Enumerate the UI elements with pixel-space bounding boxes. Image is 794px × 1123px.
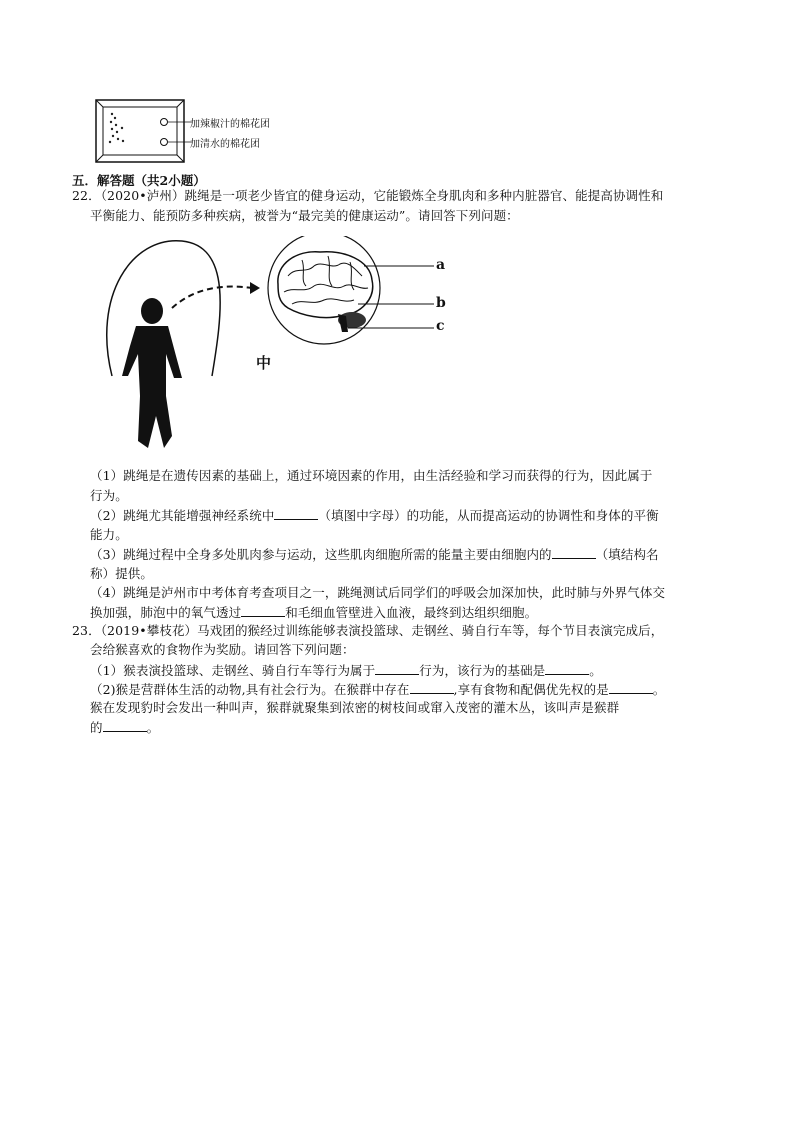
- q23-part1: [90, 662, 602, 679]
- answer-blank[interactable]: [609, 681, 653, 694]
- jump-rope-brain-drawing: [92, 236, 472, 468]
- brain-label-b: b: [436, 295, 446, 311]
- q22-part2-text-b: （填图中字母）的功能，从而提高运动的协调性和身体的平衡: [318, 508, 659, 523]
- answer-blank[interactable]: [241, 604, 285, 617]
- section-title: 五．解答题（共2小题）: [72, 173, 206, 188]
- q22-part3-line1: [90, 546, 659, 563]
- q22-part3-line2: 称）提供。: [90, 566, 154, 581]
- q22-part3-text-a: （3）跳绳过程中全身多处肌肉参与运动，这些肌肉细胞所需的能量主要由细胞内的: [90, 547, 552, 562]
- figure-label-zhong: 中: [256, 354, 272, 372]
- experiment-box-drawing: [94, 98, 294, 164]
- q23-part2-line2: 猴在发现豹时会发出一种叫声，猴群就聚集到浓密的树枝间或窜入茂密的灌木丛，该叫声是猴群: [90, 700, 620, 715]
- jump-rope-brain-figure: [92, 236, 472, 468]
- q23-part1-text-b: 行为，该行为的基础是: [419, 663, 546, 678]
- answer-blank[interactable]: [545, 662, 589, 675]
- cotton-chili-label: 加辣椒汁的棉花团: [190, 119, 270, 130]
- q22-part2-text-a: （2）跳绳尤其能增强神经系统中: [90, 508, 275, 523]
- q23-part2-line3: [90, 719, 159, 736]
- q22-part4-text-a: 换加强，肺泡中的氧气透过: [90, 605, 242, 620]
- brain-label-a: a: [436, 257, 446, 273]
- q23-stem-line2: 会给猴喜欢的食物作为奖励。请回答下列问题：: [90, 642, 355, 657]
- answer-blank[interactable]: [375, 662, 419, 675]
- experiment-box-figure: [94, 98, 294, 164]
- answer-blank[interactable]: [410, 681, 454, 694]
- q22-part4-text-b: 和毛细血管壁进入血液，最终到达组织细胞。: [285, 605, 538, 620]
- q23-part2-text-d: 的: [90, 720, 103, 735]
- q23-part2-text-a: （2)猴是营群体生活的动物,具有社会行为。在猴群中存在: [90, 682, 410, 697]
- q22-part4-line1: （4）跳绳是泸州市中考体育考查项目之一，跳绳测试后同学们的呼吸会加深加快，此时肺与外界气体交: [90, 585, 666, 600]
- q23-part2-text-c: 。: [652, 682, 666, 697]
- q22-part1-line2: 行为。: [90, 488, 128, 503]
- q22-part3-text-b: （填结构名: [595, 547, 659, 562]
- q23-part2-line1: [90, 681, 665, 698]
- cotton-water-label: 加清水的棉花团: [190, 139, 260, 150]
- q22-part2-line1: [90, 507, 659, 524]
- q23-part2-text-b: ,享有食物和配偶优先权的是: [453, 682, 609, 697]
- q22-part1-line1: （1）跳绳是在遗传因素的基础上，通过环境因素的作用，由生活经验和学习而获得的行为，因此属于: [90, 468, 653, 483]
- q23-stem-line1: 23．（2019•攀枝花）马戏团的猴经过训练能够表演投篮球、走钢丝、骑自行车等，每个节目表演完成后，: [72, 623, 664, 638]
- q22-part2-line2: 能力。: [90, 527, 128, 542]
- q22-stem-line1: 22．（2020•泸州）跳绳是一项老少皆宜的健身运动，它能锻炼全身肌肉和多种内脏器官、能提高协调性和: [72, 188, 664, 203]
- q22-stem-line2: 平衡能力、能预防多种疾病，被誉为“最完美的健康运动”。请回答下列问题：: [90, 208, 519, 223]
- q23-part1-text-a: （1）猴表演投篮球、走钢丝、骑自行车等行为属于: [90, 663, 376, 678]
- answer-blank[interactable]: [103, 719, 147, 732]
- brain-label-c: c: [436, 318, 445, 334]
- answer-blank[interactable]: [552, 546, 596, 559]
- q22-part4-line2: [90, 604, 537, 621]
- answer-blank[interactable]: [274, 507, 318, 520]
- q23-part2-text-e: 。: [146, 720, 160, 735]
- q23-part1-text-c: 。: [589, 663, 602, 678]
